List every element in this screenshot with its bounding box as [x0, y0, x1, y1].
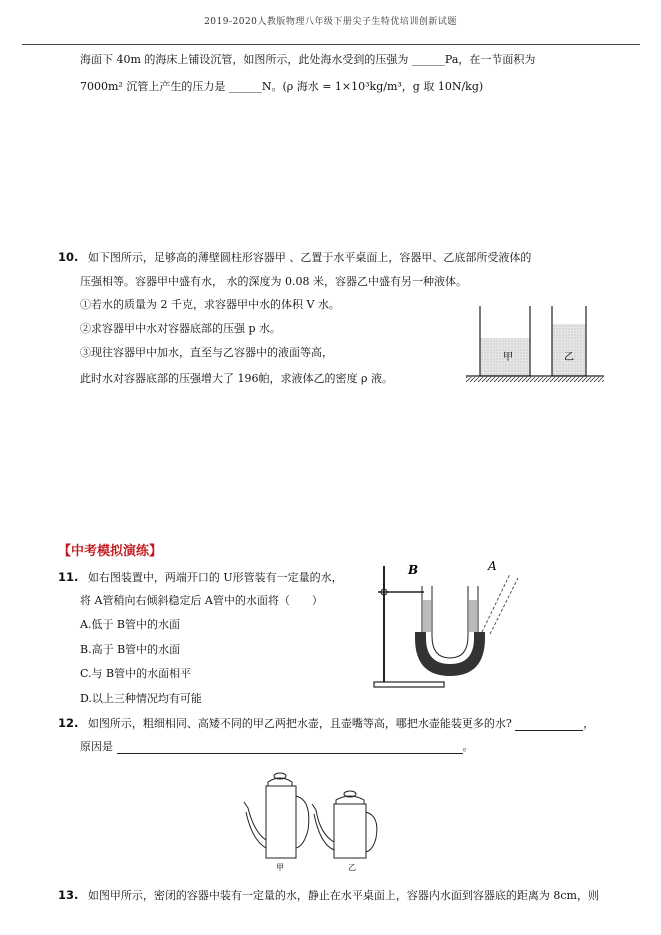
q10-line-2: 压强相等。容器甲中盛有水， 水的深度为 0.08 米，容器乙中盛有另一种液体。 — [80, 275, 467, 288]
q10-line-6: 此时水对容器底部的压强增大了 196帕，求液体乙的密度 ρ 液。 — [80, 372, 393, 385]
tilted-tube-line-1 — [482, 574, 510, 632]
q11-line-1: 如右图装置中，两端开口的 U形管装有一定量的水， — [87, 571, 343, 584]
q10-first-line — [58, 250, 531, 265]
q11-u-tube-figure — [370, 556, 530, 696]
q12-second-line: 原因是 。 — [80, 740, 474, 753]
q10-line-3: ①若水的质量为 2 千克，求容器甲中水的体积 V 水。 — [80, 298, 340, 311]
water-tube-a — [469, 600, 477, 632]
q10-line-1: 如下图所示，足够高的薄壁圆柱形容器甲 、乙置于水平桌面上，容器甲、乙底部所受液体的 — [87, 251, 532, 264]
q10-number: 10. — [58, 250, 79, 264]
u-tube-inner — [432, 586, 468, 658]
water-tube-b — [423, 600, 431, 632]
stand-base — [374, 682, 444, 687]
kettle-label-jia: 甲 — [276, 863, 284, 872]
q11-line-2: 将 A管稍向右倾斜稳定后 A管中的水面将（ ） — [80, 594, 323, 607]
q12-line-1: 如图所示，粗细相同、高矮不同的甲乙两把水壶，且壶嘴等高，哪把水壶能装更多的水? — [87, 717, 512, 730]
header-divider — [22, 44, 640, 45]
label-a: A — [488, 559, 497, 573]
q12-reason-blank[interactable] — [117, 753, 463, 754]
q10-containers-figure — [466, 298, 606, 388]
q11-option-b: B.高于 B管中的水面 — [80, 643, 181, 656]
q12-first-line: 12. 如图所示，粗细相同、高矮不同的甲乙两把水壶，且壶嘴等高，哪把水壶能装更多的水? ， — [58, 716, 595, 730]
q11-option-d: D.以上三种情况均有可能 — [80, 692, 202, 705]
q12-line-2: 原因是 — [80, 740, 113, 753]
section-heading: 【中考模拟演练】 — [58, 544, 163, 559]
q12-number: 12. — [58, 716, 79, 730]
q13-number: 13. — [58, 888, 79, 902]
rubber-hose — [415, 632, 485, 676]
liquid-in-yi — [552, 324, 586, 376]
label-yi: 乙 — [564, 352, 574, 363]
q11-number: 11. — [58, 570, 79, 584]
page-header: 2019-2020人教版物理八年级下册尖子生特优培训创新试题 — [204, 17, 457, 27]
q12-answer-blank[interactable] — [515, 730, 583, 731]
q9-line-1: 海面下 40m 的海床上铺设沉管，如图所示，此处海水受到的压强为 ______Pa，在一节面积为 — [80, 53, 536, 66]
kettle-jia — [244, 773, 309, 858]
kettle-label-yi: 乙 — [348, 863, 356, 872]
q10-line-4: ②求容器甲中水对容器底部的压强 p 水。 — [80, 322, 282, 335]
label-b: B — [408, 563, 419, 577]
label-jia: 甲 — [503, 352, 513, 363]
q12-kettles-figure — [240, 760, 400, 875]
kettle-yi — [312, 791, 377, 858]
q13-first-line — [58, 888, 599, 903]
q11-first-line — [58, 570, 343, 585]
q11-option-a: A.低于 B管中的水面 — [80, 618, 181, 631]
q13-line-1: 如图甲所示，密闭的容器中装有一定量的水，静止在水平桌面上，容器内水面到容器底的距离为 8cm，则 — [87, 889, 599, 902]
q11-option-c: C.与 B管中的水面相平 — [80, 667, 192, 680]
table-hatch — [466, 377, 604, 382]
q9-line-2: 7000m² 沉管上产生的压力是 ______N。(ρ 海水 = 1×10³kg/m³，g 取 10N/kg) — [80, 80, 484, 93]
q10-line-5: ③现往容器甲中加水，直至与乙容器中的液面等高， — [80, 346, 333, 359]
